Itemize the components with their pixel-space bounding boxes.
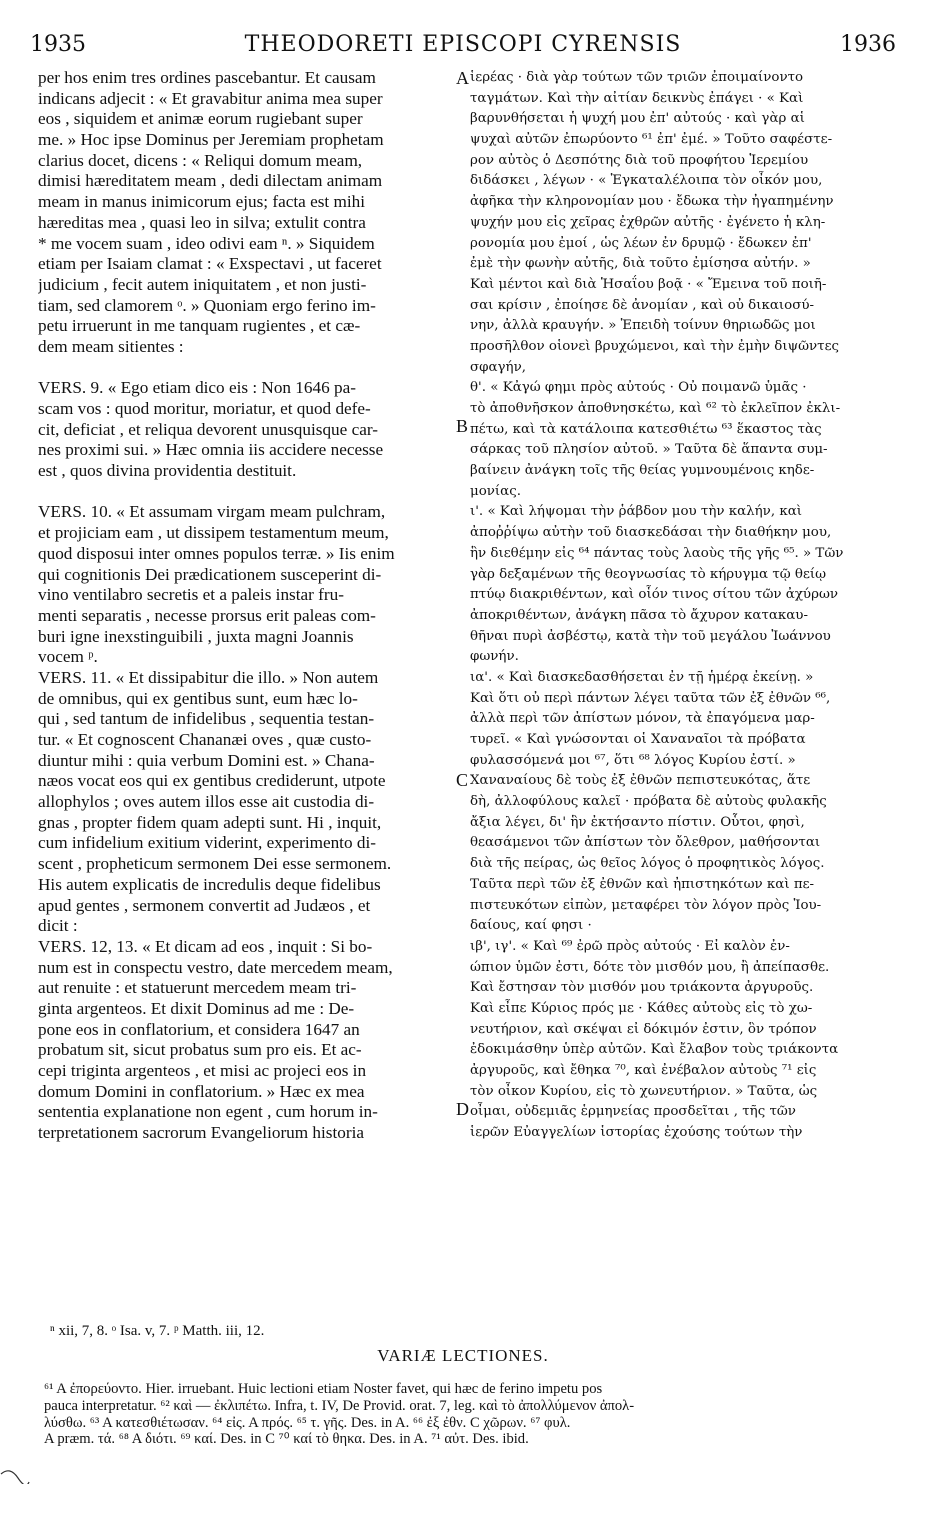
running-title: THEODORETI EPISCOPI CYRENSIS [244, 32, 682, 57]
variae-lectiones-title: VARIÆ LECTIONES. [377, 1346, 549, 1365]
greek-text-line: βαρυνθήσεται ἡ ψυχή μου ἐπ' αὐτούς · καὶ γὰρ αἱ [470, 111, 805, 127]
latin-text-line: VERS. 11. « Et dissipabitur die illo. » Non autem [38, 667, 379, 687]
latin-text-line: quod disposui inter omnes populos terræ. » Iis enim [38, 543, 395, 563]
latin-text-line: de omnibus, qui ex gentibus sunt, eum hæc lo- [38, 688, 358, 708]
greek-column [470, 68, 894, 1144]
latin-text-line: pone eos in conflatorium, et considera 1647 an [38, 1019, 360, 1039]
variae-lectiones [44, 1381, 896, 1448]
latin-text-line: domum Domini in conflatorium. » Hæc ex mea [38, 1081, 365, 1101]
greek-text-line: ια'. « Καὶ διασκεδασθήσεται ἐν τῇ ἡμέρᾳ ἐκείνῃ. » [470, 669, 814, 685]
greek-text-line: ἀλλὰ περὶ τῶν ἀπίστων μόνον, τὰ ἐπαγόμενα μαρ- [470, 711, 815, 727]
greek-text-line: ἀφῆκα τὴν κληρονομίαν μου · ἔδωκα τὴν ἠγαπημένην [470, 194, 834, 210]
latin-text-line: me. » Hoc ipse Dominus per Jeremiam prophetam [38, 130, 384, 150]
greek-text-line: ἀποκριθέντων, ἀνάγκη πᾶσα τὸ ἄχυρον κατακαυ- [470, 607, 808, 623]
latin-text-line: terpretationem sacrorum Evangeliorum historia [38, 1123, 364, 1143]
latin-text-line [38, 358, 456, 379]
latin-text-line: allophylos ; oves autem illos esse ait custodia di- [38, 792, 375, 812]
page-number-left: 1935 [30, 32, 86, 57]
greek-text-line: ταγμάτων. Καὶ τὴν αἰτίαν δεικνὺς ἐπάγει · « Καὶ [470, 90, 804, 106]
greek-text-line: ιβ', ιγ'. « Καὶ ⁶⁹ ἐρῶ πρὸς αὐτούς · Εἰ καλὸν ἐν- [470, 938, 790, 954]
greek-text-line: σφαγήν, [470, 359, 526, 375]
latin-text-line: menti separatis , necesse prorsus erit paleas com- [38, 605, 376, 625]
latin-text-line: VERS. 9. « Ego etiam dico eis : Non 1646 pa- [38, 378, 356, 398]
greek-text-line: Ταῦτα περὶ τῶν ἐξ ἐθνῶν καὶ ἠπιστηκότων καὶ πε- [470, 876, 815, 892]
greek-text-line: γὰρ δεξαμένων τῆς θεογνωσίας τὸ κήρυγμα τῷ θείῳ [470, 566, 827, 582]
greek-text-line: δὴ, ἀλλοφύλους καλεῖ · πρόβατα δὲ αὐτοὺς φυλακῆς [470, 794, 827, 810]
varia-text-line: λύσθω. ⁶³ Α κατεσθιέτωσαν. ⁶⁴ εἰς. Α πρός. ⁶⁵ τ. γῆς. Des. in A. ⁶⁶ ἐξ ἐθν. C χῶρων. ⁶⁷ φυλ. [44, 1414, 571, 1431]
latin-text-line: petu irruerunt in me tanquam rugientes , et cæ- [38, 316, 361, 336]
greek-text-line: φυλασσόμενά μοι ⁶⁷, ὅτι ⁶⁸ λόγος Κυρίου ἐστί. » [470, 752, 796, 768]
greek-text-line: σάρκας τοῦ πλησίον αὐτοῦ. » Ταῦτα δὲ ἅπαντα συμ- [470, 442, 828, 458]
latin-text-line: dimisi hæreditatem meam , dedi dilectam animam [38, 171, 383, 191]
latin-text-line: judicium , fecit autem iniquitatem , et non justi- [38, 274, 367, 294]
latin-text-line: et projiciam eam , ut dissipem testamentum meum, [38, 523, 389, 543]
margin-letter-b: B [456, 416, 469, 436]
latin-text-line: VERS. 12, 13. « Et dicam ad eos , inquit : Si bo- [38, 936, 373, 956]
greek-text-line: μονίας. [470, 483, 521, 499]
greek-text-line: προσῆλθον οἱονεὶ βρυχώμενοι, καὶ τὴν ἐμὴν διψῶντες [470, 338, 840, 354]
greek-text-line: βαίνειν ἀνάγκη τοῖς τῆς θείας γυμνουμένοις κηδε- [470, 463, 815, 479]
running-header [30, 32, 896, 62]
latin-text-line: gnas , propter fidem quam adepti sunt. Hi , inquit, [38, 812, 382, 832]
latin-column [38, 68, 456, 1144]
greek-text-line: διδάσκει , λέγων · « Ἐγκαταλέλοιπα τὸν οἶκόν μου, [470, 173, 823, 189]
greek-text-line: ἱερῶν Εὐαγγελίων ἱστορίας ἐχούσης τούτων τὴν [470, 1125, 803, 1141]
latin-text-line: dicit : [38, 916, 78, 936]
greek-text-line: πτύῳ διακριθέντων, καὶ οἷόν τινος σίτου τῶν ἀχύρων [470, 587, 839, 603]
greek-text-line: τὸ ἀποθνῆσκον ἀποθνησκέτω, καὶ ⁶² τὸ ἐκλεῖπον ἐκλι- [470, 401, 841, 416]
latin-text-line: His autem explicatis de incredulis deque fidelibus [38, 874, 381, 894]
latin-text-line: vino ventilabro secretis et a paleis instar fru- [38, 585, 344, 605]
latin-text-line: tur. « Et cognoscent Chananæi oves , quæ custo- [38, 730, 372, 749]
greek-text-line: πέτω, καὶ τὰ κατάλοιπα κατεσθιέτω ⁶³ ἕκαστος τὰς [470, 421, 822, 437]
greek-text-line: ώπιον ὑμῶν ἐστι, δότε τὸν μισθόν μου, ἢ ἀπείπασθε. [470, 959, 830, 975]
latin-text-line: scam vos : quod moritur, moriatur, et quod defe- [38, 399, 371, 418]
greek-text-line: Καὶ ὅτι οὐ περὶ πάντων λέγει ταῦτα τῶν ἐξ ἐθνῶν ⁶⁶, [470, 690, 831, 706]
greek-text-line: δαίους, καί φησι · [470, 918, 592, 934]
greek-text-line: θ'. « Κἀγώ φημι πρὸς αὐτούς · Οὐ ποιμανῶ ὑμᾶς · [470, 380, 807, 396]
latin-text-line: næos vocat eos qui ex gentibus crediderunt, utpote [38, 771, 386, 791]
greek-text-line: Καὶ ἔστησαν τὸν μισθόν μου τριάκοντα ἀργυροῦς. [470, 980, 814, 996]
greek-text-line: ἱερέας · διὰ γὰρ τούτων τῶν τριῶν ἐποιμαίνοντο [470, 70, 804, 85]
greek-text-line: ἐδοκιμάσθην ὑπὲρ αὐτῶν. Καὶ ἔλαβον τοὺς τριάκοντα [470, 1042, 839, 1058]
margin-letter-c: C [456, 770, 469, 790]
latin-text-line: clarius docet, dicens : « Reliqui domum meam, [38, 150, 363, 170]
greek-text-line: ι'. « Καὶ λήψομαι τὴν ῥάβδον μου τὴν καλήν, καὶ [470, 504, 803, 520]
latin-text-line: per hos enim tres ordines pascebantur. Et causam [38, 68, 376, 87]
latin-text-line: buri igne inexstinguibili , juxta magni Joannis [38, 626, 354, 646]
latin-text-line: diuntur mihi : quia verbum Domini est. » Chana- [38, 750, 375, 770]
greek-text-line: Καὶ μέντοι καὶ διὰ Ἡσαΐου βοᾷ · « Ἔμεινα τοῦ ποιῆ- [470, 276, 827, 292]
latin-text-line: vocem ᵖ. [38, 647, 98, 667]
greek-text-line: οἶμαι, οὐδεμιᾶς ἑρμηνείας προσδεῖται , τῆς τῶν [470, 1104, 796, 1120]
latin-text-line: etiam per Isaiam clamat : « Exspectavi , ut faceret [38, 254, 382, 274]
latin-text-line: indicans adjecit : « Et gravabitur anima mea super [38, 88, 383, 108]
greek-text-line: φωνήν. [470, 649, 519, 665]
latin-text-line: num est in conspectu vestro, date mercedem meam, [38, 957, 393, 977]
margin-letter-a: A [456, 68, 469, 88]
greek-text-line: θῆναι πυρὶ ἀσβέστῳ, κατὰ τὴν τοῦ μεγάλου Ἰωάννου [470, 628, 831, 644]
greek-text-line: νην, ἀλλὰ κραυγήν. » Ἐπειδὴ τοίνυν θηριωδῶς μοι [470, 318, 816, 334]
greek-text-line: ἀργυροῦς, καὶ ἔθηκα ⁷⁰, καὶ ἐνέβαλον αὐτοὺς ⁷¹ εἰς [470, 1063, 817, 1078]
latin-text-line: cit, deficiat , et reliqua devorent unusquisque car- [38, 419, 378, 439]
latin-text-line: apud gentes , sermonem convertit ad Judæos , et [38, 895, 371, 915]
latin-text-line: cum infidelium exitium viderint, experimento di- [38, 833, 376, 853]
greek-text-line: νευτήριον, καὶ σκέψαι εἰ δόκιμόν ἐστιν, ὃν τρόπον [470, 1021, 817, 1037]
latin-text-line: hæreditas mea , quasi leo in silva; extulit contra [38, 212, 366, 232]
varia-text-line: pauca interpretatur. ⁶² καὶ — ἐκλιπέτω. Infra, t. IV, De Provid. orat. 7, leg. καὶ τὸ ἀπολλύμενον ἀπολ- [44, 1397, 635, 1414]
latin-text-line: meam in manus inimicorum ejus; facta est mihi [38, 192, 365, 212]
greek-text-line: ἐμὲ τὴν φωνὴν αὐτῆς, διὰ τοῦτο ἐμίσησα αὐτήν. » [470, 256, 811, 272]
latin-text-line: qui , sed tantum de infidelibus , sequentia testan- [38, 709, 375, 729]
greek-text-line: τυρεῖ. « Καὶ γνώσονται οἱ Χαναναῖοι τὰ πρόβατα [470, 732, 806, 747]
latin-text-line: qui cognitionis Dei prædicationem susceperint di- [38, 564, 382, 584]
latin-text-line: cepi triginta argenteos , et misi ac projeci eos in [38, 1061, 367, 1080]
varia-text-line: ⁶¹ Α ἐπορεύοντο. Hier. irruebant. Huic lectioni etiam Noster favet, qui hæc de ferino impetu pos [44, 1381, 603, 1397]
greek-text-line: ψυχήν μου εἰς χεῖρας ἐχθρῶν αὐτῆς · ἐγένετο ἡ κλη- [470, 214, 826, 230]
latin-text-line: tiam, sed clamorem ᵒ. » Quoniam ergo ferino im- [38, 295, 376, 315]
latin-text-line: VERS. 10. « Et assumam virgam meam pulchram, [38, 502, 386, 522]
greek-text-line: ρονομία μου ἐμοί , ὡς λέων ἐν δρυμῷ · ἔδωκεν ἐπ' [470, 235, 812, 251]
latin-text-line: probatum sit, sicut probatus sum pro eis. Et ac- [38, 1040, 362, 1060]
greek-text-line: ἣν διεθέμην εἰς ⁶⁴ πάντας τοὺς λαοὺς τῆς γῆς ⁶⁵. » Τῶν [470, 545, 844, 561]
greek-text-line: διὰ τῆς πείρας, ὡς θεῖος λόγος ὁ προφητικὸς λόγος. [470, 856, 825, 872]
footnotes: ⁿ xii, 7, 8. ᵒ Isa. v, 7. ᵖ Matth. iii, 12. [50, 1323, 265, 1339]
greek-text-line: ἀποῤῥίψω αὐτὴν τοῦ διασκεδάσαι τὴν διαθήκην μου, [470, 525, 832, 541]
latin-text-line: est , quos divina providentia destituit. [38, 461, 297, 481]
latin-text-line: dem meam sitientes : [38, 336, 184, 356]
greek-text-line: Καὶ εἶπε Κύριος πρός με · Κάθες αὐτοὺς εἰς τὸ χω- [470, 1000, 813, 1016]
latin-text-line: eos , siquidem et animæ eorum rugiebant super [38, 109, 363, 129]
latin-text-line: nes proximi sui. » Hæc omnia iis accidere necesse [38, 440, 384, 460]
margin-stroke-mark [0, 1464, 30, 1484]
varia-text-line: Α præm. τά. ⁶⁸ Α διότι. ⁶⁹ καί. Des. in C ⁷⁰ καί τὸ θηκα. Des. in A. ⁷¹ αὐτ. Des. ibid. [44, 1431, 529, 1448]
latin-text-line: * me vocem suam , ideo odivi eam ⁿ. » Siquidem [38, 233, 375, 253]
greek-text-line: Χαναναίους δὲ τοὺς ἐξ ἐθνῶν πεπιστευκότας, ἅτε [470, 773, 811, 789]
greek-text-line: πιστευκότων εἰπὼν, μεταφέρει τὸν λόγον πρὸς Ἰου- [470, 897, 822, 913]
greek-text-line: ψυχαὶ αὐτῶν ἐπωρύοντο ⁶¹ ἐπ' ἐμέ. » Τοῦτο σαφέστε- [470, 132, 833, 148]
latin-text-line: scent , propheticum sermonem Dei esse sermonem. [38, 854, 392, 874]
greek-text-line: ἄξια λέγει, δι' ἣν ἐκτήσαντο πίστιν. Οὗτοι, φησὶ, [470, 814, 805, 830]
margin-letter-d: D [456, 1099, 469, 1119]
greek-text-line: ρον αὐτὸς ὁ Δεσπότης διὰ τοῦ προφήτου Ἱερεμίου [470, 152, 809, 168]
greek-text-line: τὸν οἶκον Κυρίου, εἰς τὸ χωνευτήριον. » Ταῦτα, ὡς [470, 1083, 818, 1099]
latin-text-line: ginta argenteos. Et dixit Dominus ad me : De- [38, 998, 355, 1018]
greek-text-line: θεασάμενοι τῶν ἀπίστων τὸν ὄλεθρον, μαθήσονται [470, 835, 821, 851]
greek-text-line: σαι κρίσιν , ἐποίησε δὲ ἀνομίαν , καὶ οὐ δικαιοσύ- [470, 297, 815, 313]
latin-text-line: sententia explanatione non egent , cum horum in- [38, 1102, 378, 1122]
latin-text-line: aut renuite : et statuerunt mercedem meam tri- [38, 978, 357, 998]
latin-text-line [38, 482, 456, 503]
page-number-right: 1936 [840, 32, 896, 57]
